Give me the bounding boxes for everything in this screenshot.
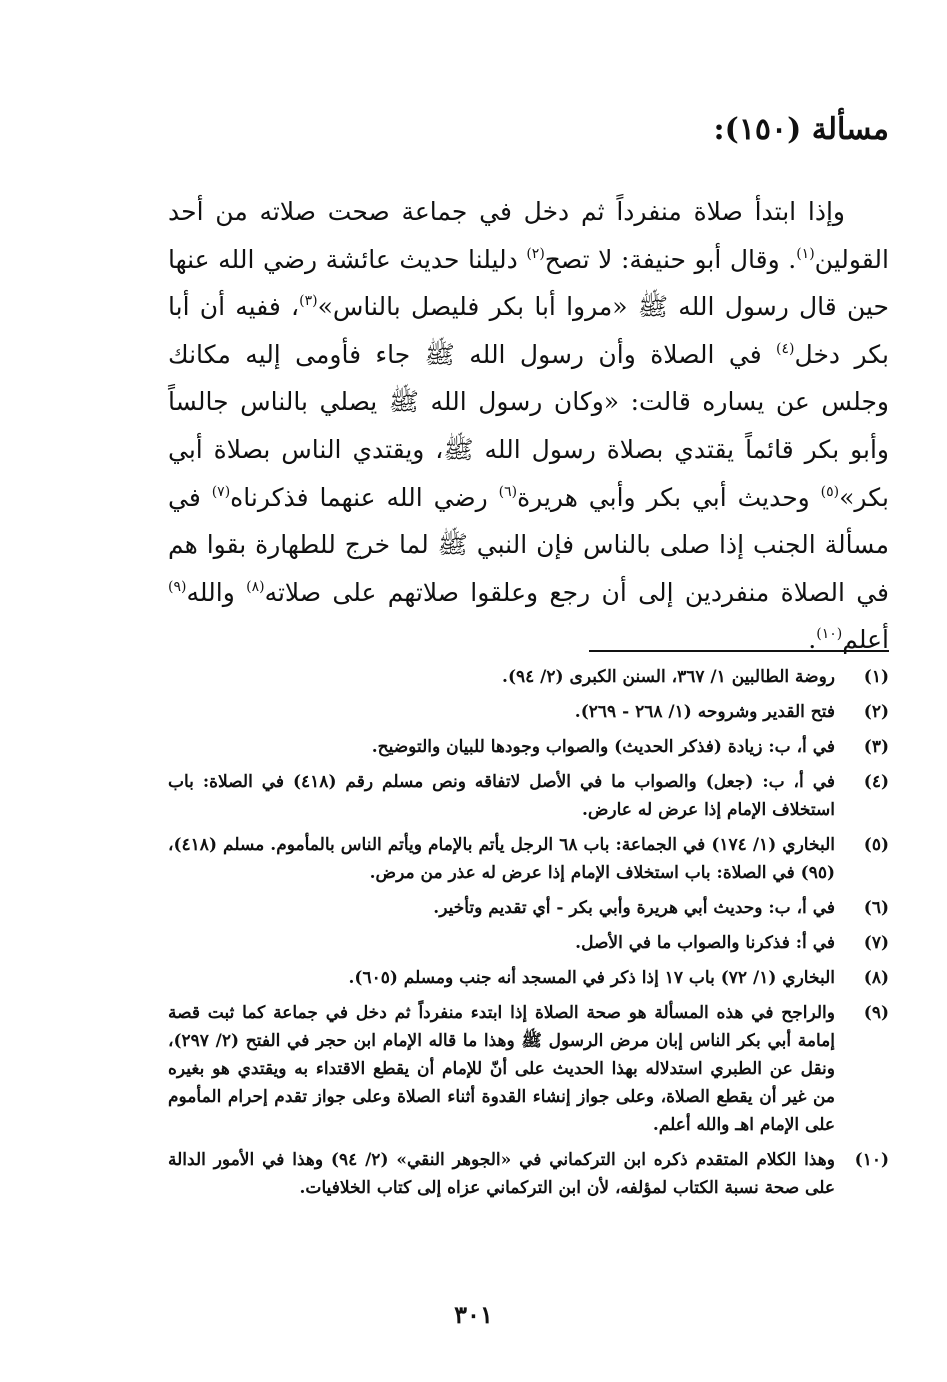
footnote-text: في أ، ب: زيادة (فذكر الحديث) والصواب وجودها للبيان والتوضيح. <box>371 737 835 757</box>
footnote-item <box>168 964 889 992</box>
footnote-text: فتح القدير وشروحه (١/ ٢٦٨ - ٢٦٩). <box>574 702 835 722</box>
footnote-text: والراجح في هذه المسألة هو صحة الصلاة إذا ابتدء منفرداً ثم دخل في جماعة كما ثبت قصة إمامة أبي بكر الناس إبان مرض الرسول ﷺ وهذا ما قاله الإمام ابن حجر في الفتح (٢/ ٢٩٧)، ونقل عن الطبري استدلاله بهذا الحديث على أنّ للإمام أن يقطع الاقتداء به ويقتدي هو بغيره من غير أن يقطع الصلاة، وعلى جواز إنشاء القدوة أثناء الصلاة وعلى جواز تقدم إحرام المأموم على الإمام اهـ والله أعلم. <box>168 1003 836 1135</box>
page-number: ٣٠١ <box>454 1300 493 1329</box>
footnote-text: وهذا الكلام المتقدم ذكره ابن التركماني في «الجوهر النقي» (٢/ ٩٤) وهذا في الأمور الدالة على صحة نسبة الكتاب لمؤلفه، لأن ابن التركماني عزاه إلى كتاب الخلافيات. <box>168 1150 835 1198</box>
footnote-ref: (٣) <box>299 293 318 310</box>
footnote-item <box>168 663 889 691</box>
body-segment: وإذا ابتدأ صلاة منفرداً ثم دخل في جماعة صحت صلاته من أحد القولين <box>168 197 889 274</box>
footnote-text: في أ، ب: (جعل) والصواب ما في الأصل لاتفاقه ونص مسلم رقم (٤١٨) في الصلاة: باب استخلاف الإمام إذا عرض له عارض. <box>168 772 835 820</box>
footnote-number: (١) <box>863 667 889 687</box>
body-segment: دليلنا حديث عائشة رضي الله عنها حين قال رسول الله ﷺ «مروا أبا بكر فليصل بالناس» <box>168 244 890 322</box>
footnote-divider <box>589 650 889 652</box>
footnote-number: (٨) <box>863 968 889 988</box>
footnote-item <box>168 999 889 1139</box>
footnote-ref: (٤) <box>776 340 795 357</box>
footnote-text: روضة الطالبين ١/ ٣٦٧، السنن الكبرى (٢/ ٩٤). <box>502 667 835 687</box>
footnote-number: (٤) <box>863 772 889 792</box>
footnote-text: في أ: فذكرنا والصواب ما في الأصل. <box>575 933 835 953</box>
footnote-number: (٩) <box>863 1003 889 1023</box>
body-segment: رضي الله عنهما فذكرناه <box>230 482 499 512</box>
body-segment: في مسألة الجنب إذا صلى بالناس فإن النبي ﷺ لما خرج للطهارة بقوا هم في الصلاة منفردين إلى أن رجع وعلقوا صلاتهم على صلاته <box>168 482 889 607</box>
body-segment: والله <box>186 577 247 607</box>
footnote-number: (١٠) <box>854 1150 889 1170</box>
footnote-number: (٥) <box>863 835 889 855</box>
footnote-item <box>168 698 889 726</box>
footnote-ref: (٢) <box>526 245 545 262</box>
body-paragraph <box>168 188 889 664</box>
footnote-ref: (١٠) <box>816 626 843 643</box>
footnote-number: (٦) <box>863 898 889 918</box>
footnote-number: (٢) <box>863 702 889 722</box>
footnote-ref: (١) <box>796 245 815 262</box>
footnote-number: (٧) <box>863 933 889 953</box>
body-segment: أعلم <box>842 625 889 655</box>
footnote-number: (٣) <box>863 737 889 757</box>
body-segment: وحديث أبي بكر وأبي هريرة <box>517 482 821 512</box>
footnote-text: البخاري (١/ ٧٢) باب ١٧ إذا ذكر في المسجد أنه جنب ومسلم (٦٠٥). <box>348 968 835 988</box>
footnotes-list <box>168 663 889 1209</box>
footnote-ref: (٩) <box>168 578 187 595</box>
footnote-ref: (٨) <box>246 578 265 595</box>
footnote-item <box>168 894 889 922</box>
footnote-ref: (٦) <box>498 483 518 500</box>
body-segment: . <box>808 625 817 655</box>
footnote-ref: (٥) <box>820 483 840 500</box>
footnote-item <box>168 929 889 957</box>
body-segment: في الصلاة وأن رسول الله ﷺ جاء فأومى إليه مكانك وجلس عن يساره قالت: «وكان رسول الله ﷺ يصلي بالناس جالساً وأبو بكر قائماً يقتدي بصلاة رسول الله ﷺ، ويقتدي الناس بصلاة أبي بكر» <box>168 339 889 512</box>
issue-heading: مسألة (١٥٠): <box>713 112 889 147</box>
footnote-text: في أ، ب: وحديث أبي هريرة وأبي بكر - أي تقديم وتأخير. <box>433 898 835 918</box>
footnote-item <box>168 831 889 887</box>
body-segment: ، ففيه أن أبا بكر دخل <box>168 292 889 369</box>
body-segment: . وقال أبو حنيفة: لا تصح <box>544 244 797 274</box>
footnote-item <box>168 1146 889 1202</box>
footnote-item <box>168 733 889 761</box>
footnote-text: البخاري (١/ ١٧٤) في الجماعة: باب ٦٨ الرجل يأتم بالإمام ويأتم الناس بالمأموم. مسلم (٤١٨)، (٩٥) في الصلاة: باب استخلاف الإمام إذا عرض له عذر من مرض. <box>168 835 835 883</box>
footnote-item <box>168 768 889 824</box>
footnote-ref: (٧) <box>211 483 231 500</box>
